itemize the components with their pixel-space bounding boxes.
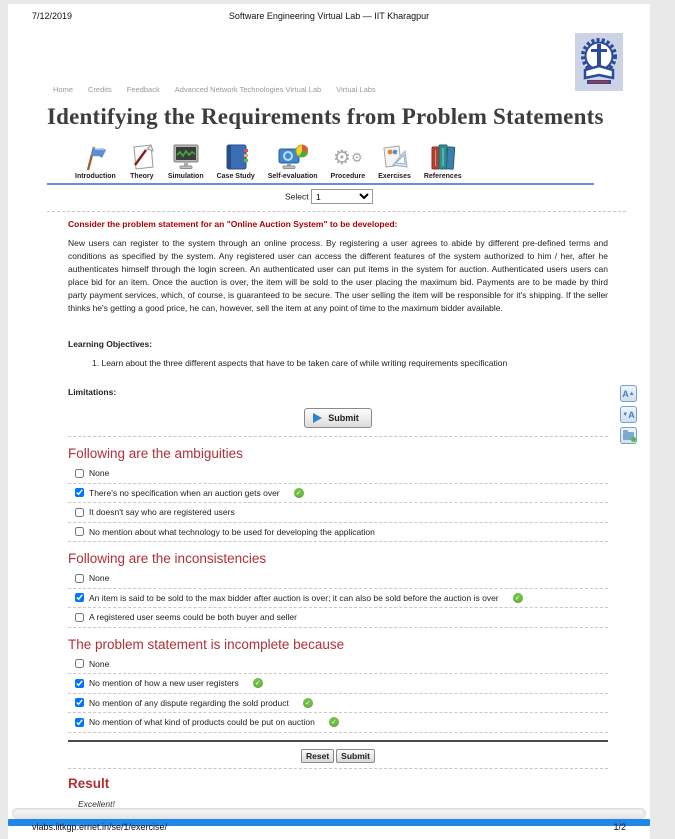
- option-row: [68, 569, 608, 589]
- option-checkbox[interactable]: [75, 679, 84, 688]
- monitor-chart-icon: [278, 141, 308, 171]
- list-number: 1.: [92, 358, 100, 368]
- tab-references[interactable]: [424, 141, 462, 180]
- section-heading-inconsistencies: Following are the inconsistencies: [68, 551, 267, 566]
- accessibility-widgets: [620, 385, 637, 444]
- option-row: [68, 589, 608, 609]
- nav-item-home[interactable]: Home: [53, 85, 74, 94]
- flag-icon: [81, 141, 109, 171]
- tab-introduction[interactable]: [75, 141, 116, 180]
- nav-item-advanced-network[interactable]: Advanced Network Technologies Virtual Lab: [174, 85, 322, 94]
- submit-button[interactable]: [304, 408, 372, 428]
- option-checkbox[interactable]: [75, 718, 84, 727]
- limitations-heading: Limitations:: [68, 387, 117, 397]
- tab-procedure[interactable]: [331, 141, 366, 180]
- nav-item-virtual-labs[interactable]: Virtual Labs: [336, 85, 376, 94]
- menu-divider: [47, 183, 594, 185]
- top-submit-row: [68, 408, 608, 428]
- paper-pen-icon: [129, 141, 155, 171]
- option-row: [68, 674, 608, 694]
- option-label: There's no specification when an auction gets over: [89, 487, 280, 498]
- print-page: [8, 4, 650, 839]
- list-text: Learn about the three different aspects that have to be taken care of while writing requirements specification: [101, 358, 508, 368]
- separator: [47, 211, 626, 212]
- option-label: None: [89, 573, 110, 584]
- option-row: [68, 608, 608, 628]
- option-label: No mention about what technology to be used for developing the application: [89, 526, 375, 537]
- option-checkbox[interactable]: [75, 469, 84, 478]
- option-checkbox[interactable]: [75, 527, 84, 536]
- option-label: A registered user seems could be both buyer and seller: [89, 612, 297, 623]
- option-row: [68, 655, 608, 675]
- tab-label: Case Study: [216, 173, 255, 180]
- arrow-right-icon: [313, 413, 322, 423]
- experiment-menu: [75, 141, 626, 180]
- print-doc-title: Software Engineering Virtual Lab — IIT Kharagpur: [228, 11, 430, 21]
- tab-simulation[interactable]: [168, 141, 204, 180]
- option-checkbox[interactable]: [75, 488, 84, 497]
- options-group: [68, 655, 608, 733]
- exercise-select[interactable]: [311, 189, 373, 204]
- section-heading-incomplete: The problem statement is incomplete because: [68, 636, 345, 652]
- books-icon: [429, 141, 457, 171]
- correct-check-icon: ✓: [253, 678, 263, 688]
- options-group: [68, 464, 608, 542]
- option-row: [68, 503, 608, 523]
- form-actions: [68, 746, 608, 764]
- iit-kharagpur-emblem-icon: [577, 36, 621, 88]
- problem-statement-heading: Consider the problem statement for an "Online Auction System" to be developed:: [68, 219, 398, 229]
- font-decrease-icon[interactable]: ▼ A: [620, 406, 637, 423]
- drawing-tools-icon: [381, 141, 409, 171]
- tab-label: Simulation: [167, 173, 204, 180]
- option-label: None: [89, 468, 110, 479]
- footer-url: vlabs.iitkgp.ernet.in/se/1/exercise/: [32, 822, 168, 832]
- option-row: [68, 464, 608, 484]
- option-label: No mention of what kind of products could be put on auction: [89, 717, 315, 728]
- tab-self-evaluation[interactable]: [268, 141, 318, 180]
- tab-case-study[interactable]: [217, 141, 255, 180]
- result-heading: Result: [68, 775, 110, 791]
- footer-page-number: 1/2: [613, 822, 626, 832]
- option-label: It doesn't say who are registered users: [89, 507, 235, 518]
- exercise-select-row: [32, 189, 626, 204]
- nav-item-credits[interactable]: Credits: [88, 85, 112, 94]
- tab-exercises[interactable]: [378, 141, 411, 180]
- correct-check-icon: ✓: [329, 717, 339, 727]
- print-header: [32, 4, 626, 21]
- option-checkbox[interactable]: [75, 659, 84, 668]
- submit-bottom-button[interactable]: Submit: [336, 749, 375, 763]
- options-group: [68, 569, 608, 628]
- monitor-waveform-icon: [172, 141, 200, 171]
- option-row: [68, 694, 608, 714]
- learning-objectives-item: [92, 358, 608, 368]
- font-increase-icon[interactable]: A ▲: [620, 385, 637, 402]
- problem-statement-body: New users can register to the system through an online process. By registering a user agrees to abide by different pre-defined terms and conditions as specified by the system. Any registered user can access the different features of the system authorized to him / her, after he authenticates himself through the login screen. An authenticated user can put items in the system for auction. Authenticated users users can place bid for an item. Once the auction is over, the item will be sold to the user placing the maximum bid. Payments are to be made by third party payment services, which, of course, is guaranteed to be secure. The user selling the item will be responsible for it's shipping. If the seller thinks he's getting a good price, he can, however, sell the item at any point of time to the maximum bidder available.: [68, 238, 608, 313]
- separator: [68, 768, 608, 769]
- option-row: [68, 523, 608, 543]
- tab-label: Procedure: [330, 173, 366, 180]
- option-label: No mention of any dispute regarding the sold product: [89, 697, 289, 708]
- option-checkbox[interactable]: [75, 508, 84, 517]
- print-date: 7/12/2019: [32, 11, 73, 21]
- result-message: Excellent!: [78, 798, 115, 809]
- tab-label: Exercises: [378, 173, 411, 180]
- gears-icon: ⚙ ⚙: [333, 147, 363, 169]
- option-checkbox[interactable]: [75, 593, 84, 602]
- tab-label: Introduction: [75, 173, 116, 180]
- page-title: Identifying the Requirements from Problem Statements: [47, 104, 604, 129]
- horizontal-scrollbar[interactable]: [12, 808, 646, 819]
- reset-button[interactable]: Reset: [301, 749, 334, 763]
- learning-objectives-heading: Learning Objectives:: [68, 339, 153, 349]
- option-checkbox[interactable]: [75, 698, 84, 707]
- submit-button-label: Submit: [328, 413, 359, 423]
- section-heading-ambiguities: Following are the ambiguities: [68, 446, 243, 461]
- option-checkbox[interactable]: [75, 574, 84, 583]
- tab-theory[interactable]: [129, 141, 155, 180]
- option-label: None: [89, 658, 110, 669]
- print-footer: [32, 822, 626, 832]
- reader-folder-icon[interactable]: [620, 427, 637, 444]
- option-label: An item is said to be sold to the max bidder after auction is over; it can also be sold before the auction is over: [89, 592, 499, 603]
- correct-check-icon: ✓: [294, 488, 304, 498]
- option-label: No mention of how a new user registers: [89, 678, 239, 689]
- iit-kharagpur-logo: [575, 33, 623, 91]
- tab-label: Self-evaluation: [267, 173, 318, 180]
- tab-label: Theory: [130, 173, 154, 180]
- option-row: [68, 484, 608, 504]
- book-icon: [223, 141, 249, 171]
- top-nav: [53, 85, 626, 94]
- exercise-select-label: Select: [285, 191, 309, 202]
- correct-check-icon: ✓: [513, 593, 523, 603]
- separator: [68, 436, 608, 437]
- correct-check-icon: ✓: [303, 698, 313, 708]
- option-row: [68, 713, 608, 733]
- option-checkbox[interactable]: [75, 613, 84, 622]
- form-divider: [68, 740, 608, 742]
- nav-item-feedback[interactable]: Feedback: [126, 85, 160, 94]
- tab-label: References: [423, 173, 462, 180]
